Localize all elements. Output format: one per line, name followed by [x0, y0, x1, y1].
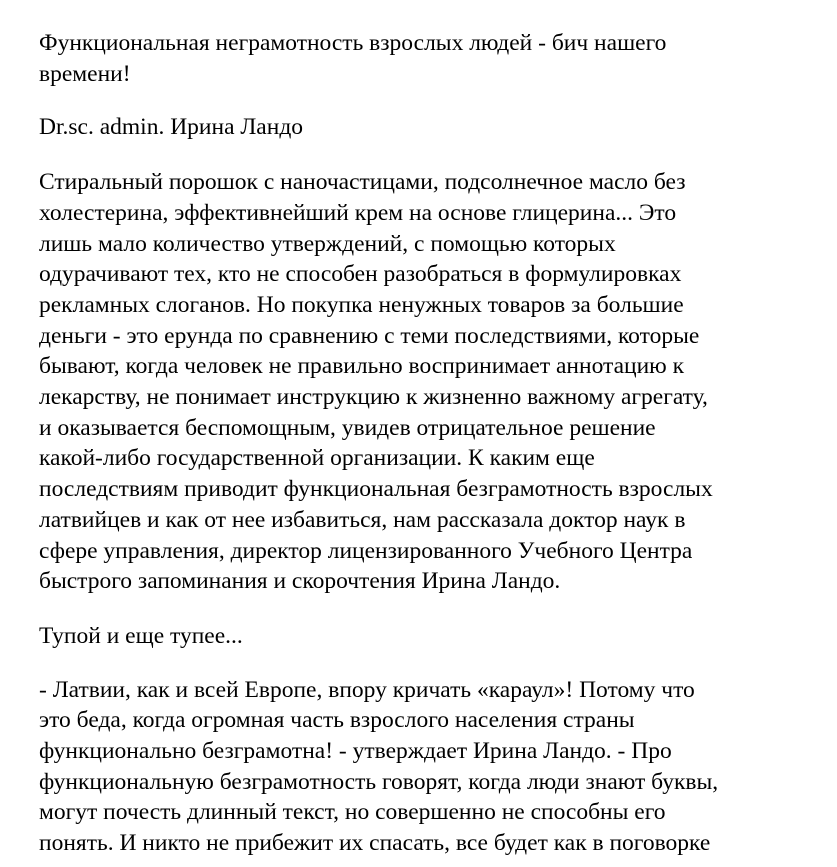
text-line: последствиям приводит функциональная безграмотность взрослых: [39, 476, 713, 503]
text-line: латвийцев и как от нее избавиться, нам рассказала доктор наук в: [39, 506, 686, 533]
paragraph-intro: [39, 167, 829, 597]
document-body: [39, 28, 829, 859]
text-line: сфере управления, директор лицензированного Учебного Центра: [39, 537, 693, 564]
text-line: - Латвии, как и всей Европе, впору кричать «караул»! Потому что: [39, 676, 695, 703]
title-line: времени!: [39, 60, 131, 87]
text-line: рекламных слоганов. Но покупка ненужных товаров за большие: [39, 291, 684, 318]
text-line: холестерина, эффективнейший крем на основе глицерина... Это: [39, 199, 677, 226]
text-line: функционально безграмотна! - утверждает Ирина Ландо. - Про: [39, 738, 672, 765]
text-line: деньги - это ерунда по сравнению с теми последствиями, которые: [39, 322, 700, 349]
text-line: это беда, когда огромная часть взрослого населения страны: [39, 707, 635, 734]
article-author: Dr.sc. admin. Ирина Ландо: [39, 114, 304, 141]
article-title: [39, 28, 829, 89]
text-line: лишь мало количество утверждений, с помощью которых: [39, 230, 616, 257]
text-line: понять. И никто не прибежит их спасать, все будет как в поговорке: [39, 830, 711, 857]
text-line: и оказывается беспомощным, увидев отрицательное решение: [39, 414, 656, 441]
paragraph-quote: [39, 675, 829, 859]
section-subheading: Тупой и еще тупее...: [39, 622, 243, 649]
title-line: Функциональная неграмотность взрослых людей - бич нашего: [39, 30, 667, 56]
text-line: лекарству, не понимает инструкцию к жизненно важному агрегату,: [39, 384, 708, 411]
text-line: какой-либо государственной организации. К каким еще: [39, 445, 595, 472]
text-line: быстрого запоминания и скорочтения Ирина Ландо.: [39, 568, 561, 595]
text-line: Стиральный порошок с наночастицами, подсолнечное масло без: [39, 169, 686, 196]
text-line: функциональную безграмотность говорят, когда люди знают буквы,: [39, 768, 719, 795]
text-line: бывают, когда человек не правильно воспринимает аннотацию к: [39, 353, 685, 380]
text-line: одурачивают тех, кто не способен разобраться в формулировках: [39, 261, 682, 288]
text-line: могут почесть длинный текст, но совершенно не способны его: [39, 799, 666, 826]
